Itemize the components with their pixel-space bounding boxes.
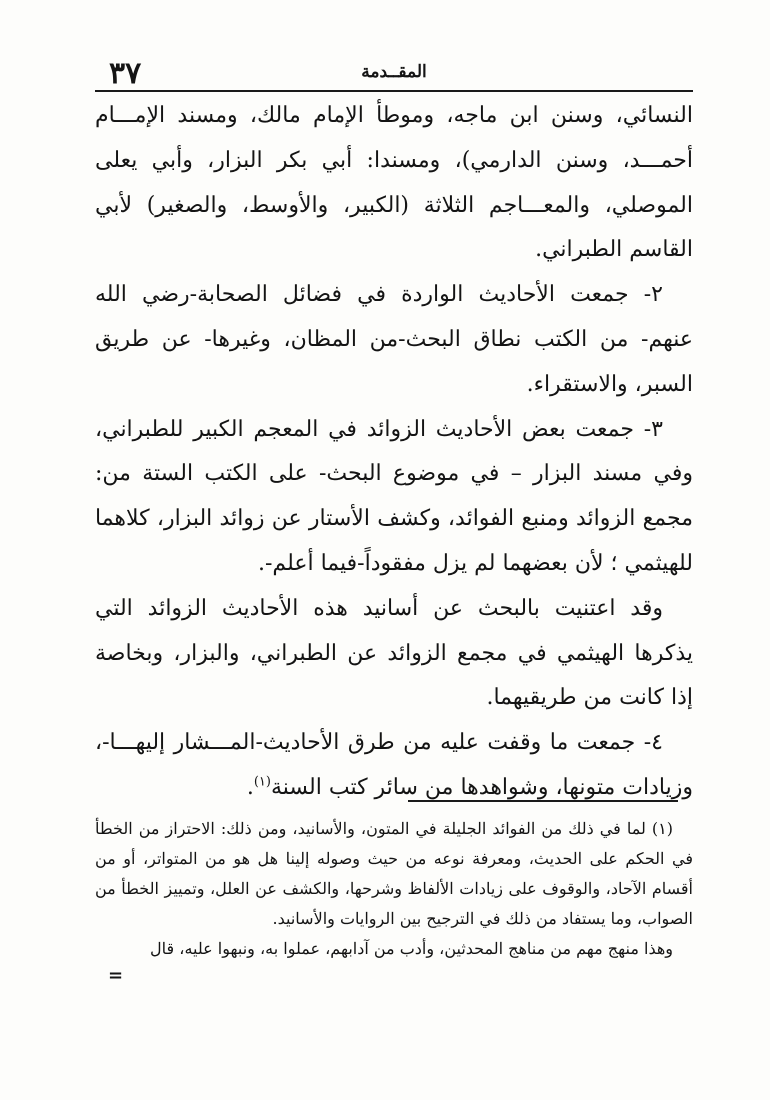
footnote-reference: (١)	[253, 774, 271, 790]
continuation-sign: =	[108, 965, 124, 986]
paragraph-note: وقد اعتنيت بالبحث عن أسانيد هذه الأحاديث الزوائد التي يذكرها الهيثمي في مجمع الزوائد عن الطبراني، والبزار، وبخاصة إذا كانت من طريقيهما.	[95, 595, 693, 711]
paragraph-item-2: ٢- جمعت الأحاديث الواردة في فضائل الصحابة-رضي الله عنهم- من الكتب نطاق البحث-من المظان، وغيرها- عن طريق السبر، والاستقراء.	[95, 282, 693, 397]
paragraph-item-4	[95, 721, 693, 811]
main-text	[95, 94, 693, 811]
header-rule	[95, 90, 693, 92]
page-header	[95, 52, 693, 92]
paragraph-item-3: ٣- جمعت بعض الأحاديث الزوائد في المعجم الكبير للطبراني، وفي مسند البزار – في موضوع البحث- على الكتب الستة من: مجمع الزوائد ومنبع الفوائد، وكشف الأستار عن زوائد البزار، كلاهما للهيثمي ؛ لأن بعضهما لم يزل مفقوداً-فيما أعلم-.	[95, 416, 693, 576]
paragraph-item-4-end: .	[246, 774, 254, 800]
running-title: المقــدمة	[361, 62, 427, 82]
paragraph-continuation: النسائي، وسنن ابن ماجه، وموطأ الإمام مالك، ومسند الإمـــام أحمـــد، وسنن الدارمي)، ومسندا: أبي بكر البزار، وأبي يعلى الموصلي، والمعـــاجم الثلاثة (الكبير، والأوسط، والصغير) لأبي القاسم الطبراني.	[95, 103, 693, 263]
footnote-1: (١) لما في ذلك من الفوائد الجليلة في المتون، والأسانيد، ومن ذلك: الاحتراز من الخطأ في الحكم على الحديث، ومعرفة نوعه من حيث وصوله إلينا هل هو من المتواتر، أو من أقسام الآحاد، والوقوف على زيادات الألفاظ وشرحها، والكشف عن العلل، وتمييز الخطأ من الصواب، وما يستفاد من ذلك في الترجيح بين الروايات والأسانيد.	[95, 819, 693, 928]
footnote-separator	[408, 800, 678, 802]
page-number: ٣٧	[109, 56, 142, 91]
footnotes	[95, 814, 693, 964]
paragraph-item-4-text: ٤- جمعت ما وقفت عليه من طرق الأحاديث-المـــشار إليهـــا-، وزيادات متونها، وشواهدها من سائر كتب السنة	[95, 730, 693, 800]
footnote-1-continuation: وهذا منهج مهم من مناهج المحدثين، وأدب من آدابهم، عملوا به، ونبهوا عليه، قال	[150, 939, 673, 958]
